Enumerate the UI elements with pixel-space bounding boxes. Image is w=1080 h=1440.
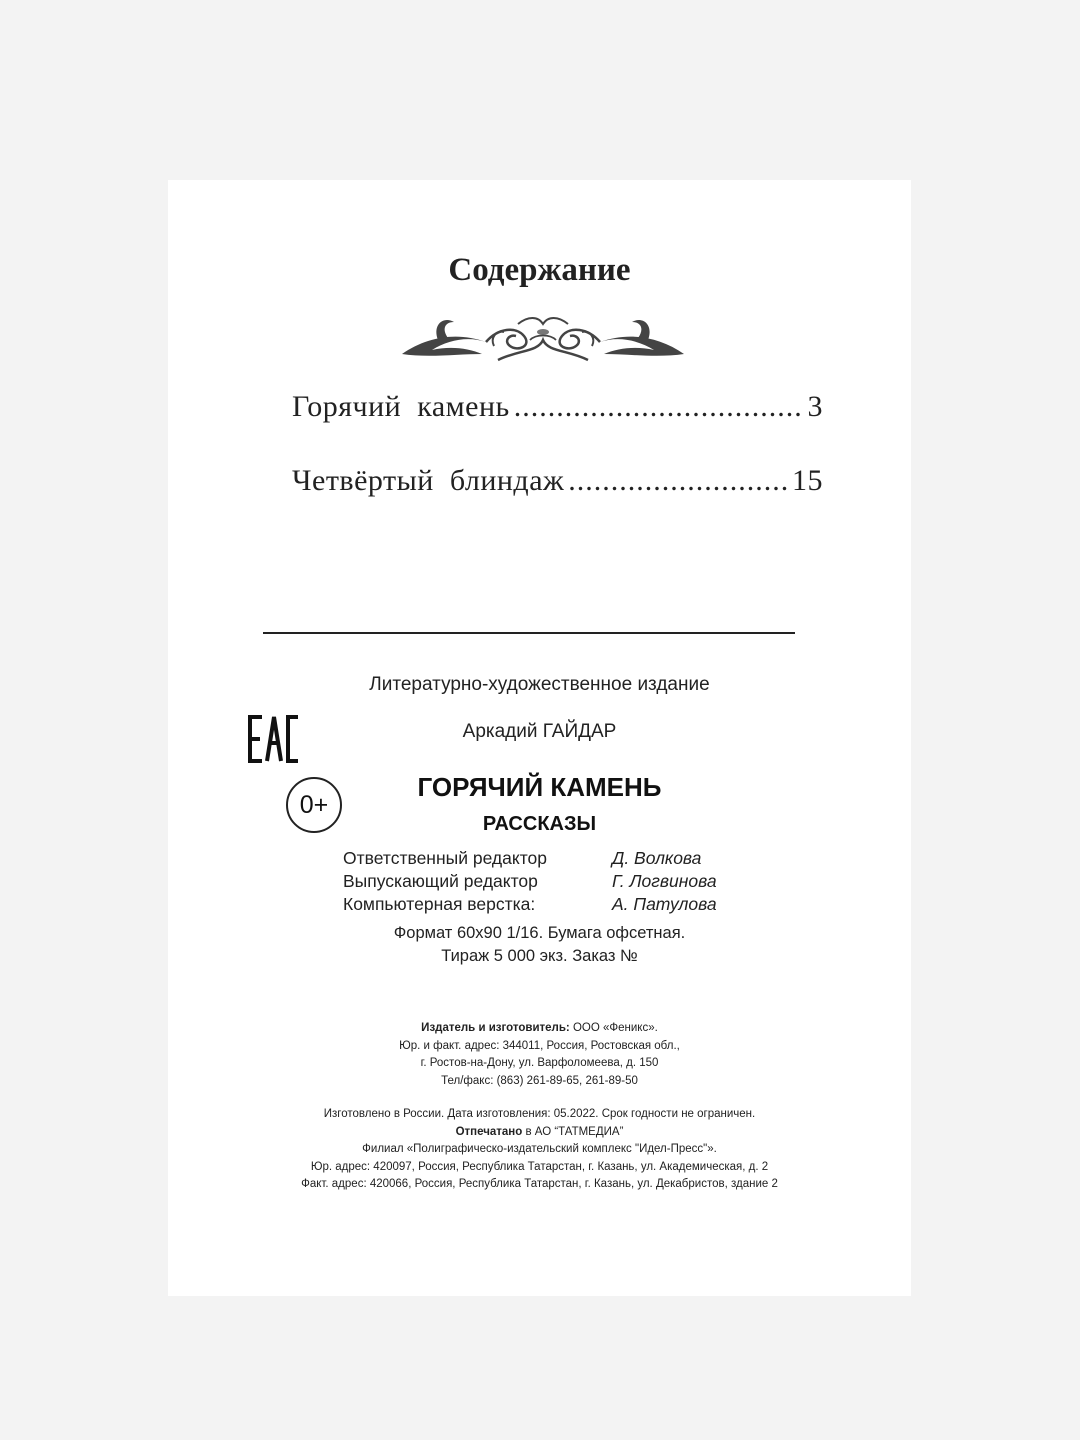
printer-label: Отпечатано — [455, 1125, 523, 1138]
book-subtitle: РАССКАЗЫ — [482, 813, 597, 835]
print-run-line: Тираж 5 000 экз. Заказ № — [441, 947, 638, 965]
toc-leader-dots — [514, 390, 804, 424]
credit-row — [343, 848, 763, 871]
credit-role: Ответственный редактор — [343, 848, 548, 868]
manufacture-date-line: Изготовлено в России. Дата изготовления: 05.2022. Срок годности не ограничен. — [323, 1108, 756, 1120]
credit-row — [343, 894, 763, 917]
credits-list — [343, 848, 763, 917]
printer-name: в АО “ТАТМЕДИА” — [522, 1125, 624, 1138]
toc-entry-title: Горячий камень — [292, 390, 510, 423]
credit-name: А. Патулова — [612, 894, 717, 914]
toc-entry-title: Четвёртый блиндаж — [292, 464, 565, 497]
toc-leader-dots — [568, 464, 788, 498]
publisher-address: Юр. и факт. адрес: 344011, Россия, Ростовская обл., — [399, 1039, 680, 1052]
publisher-phone: Тел/факс: (863) 261-89-65, 261-89-50 — [441, 1074, 638, 1087]
book-title: ГОРЯЧИЙ КАМЕНЬ — [417, 772, 662, 802]
toc-entry-page: 3 — [807, 390, 823, 423]
publisher-block — [168, 1020, 911, 1090]
credit-role: Выпускающий редактор — [343, 871, 538, 891]
edition-type: Литературно-художественное издание — [369, 674, 710, 695]
printer-legal-address: Юр. адрес: 420097, Россия, Республика Татарстан, г. Казань, ул. Академическая, д. 2 — [310, 1160, 769, 1173]
age-rating-badge: 0+ — [286, 777, 342, 833]
publisher-address: г. Ростов-на-Дону, ул. Варфоломеева, д. 150 — [420, 1057, 659, 1069]
toc-entry-page: 15 — [792, 464, 823, 497]
publisher-name: ООО «Феникс». — [569, 1022, 658, 1034]
author: Аркадий ГАЙДАР — [462, 721, 617, 742]
credit-row — [343, 871, 763, 894]
toc-title: Содержание — [448, 252, 631, 288]
toc-entry[interactable] — [292, 464, 823, 498]
manufacture-block — [168, 1106, 911, 1194]
credit-name: Д. Волкова — [612, 848, 702, 868]
credit-name: Г. Логвинова — [612, 871, 717, 891]
toc-entry[interactable] — [292, 390, 823, 424]
printer-branch: Филиал «Полиграфическо-издательский комплекс "Идел-Пресс"». — [362, 1143, 717, 1155]
publisher-label: Издатель и изготовитель: — [421, 1022, 570, 1034]
credit-role: Компьютерная верстка: — [343, 894, 536, 914]
printer-actual-address: Факт. адрес: 420066, Россия, Республика Татарстан, г. Казань, ул. Декабристов, здание 2 — [301, 1178, 778, 1190]
publisher-line — [168, 1020, 911, 1038]
book-page — [168, 180, 911, 1296]
decorative-flourish-icon — [398, 310, 688, 370]
divider — [263, 632, 795, 634]
printer-line — [168, 1124, 911, 1142]
format-line: Формат 60x90 1/16. Бумага офсетная. — [393, 924, 686, 942]
